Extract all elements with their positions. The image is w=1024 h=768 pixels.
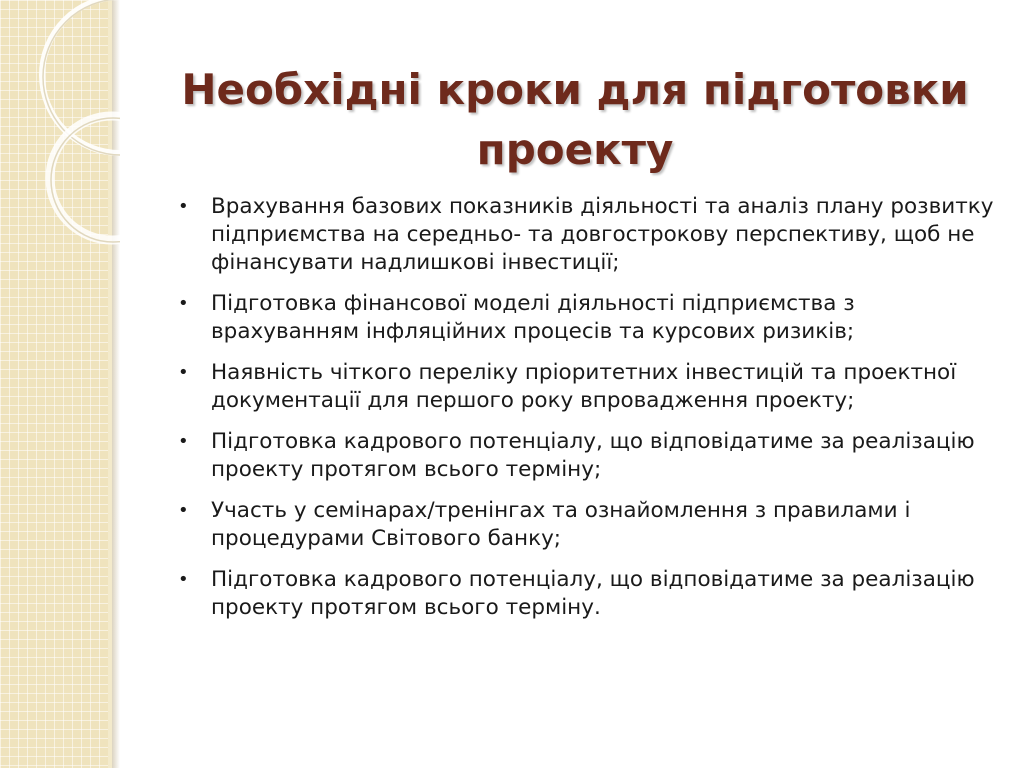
bullet-list bbox=[178, 193, 998, 635]
bullet-text: Участь у семінарах/тренінгах та ознайомлення з правилами і процедурами Світового банку; bbox=[211, 498, 911, 551]
decorative-ring-small bbox=[50, 116, 120, 240]
decorative-rings bbox=[0, 0, 120, 300]
bullet-text: Підготовка фінансової моделі діяльності підприємства з врахуванням інфляційних процесів та курсових ризиків; bbox=[211, 291, 855, 344]
bullet-text: Наявність чіткого переліку пріоритетних інвестицій та проектної документації для першого року впровадження проекту; bbox=[211, 360, 957, 413]
bullet-text: Підготовка кадрового потенціалу, що відповідатиме за реалізацію проекту протягом всього терміну. bbox=[211, 567, 975, 620]
bullet-item bbox=[178, 359, 998, 415]
bullet-item bbox=[178, 428, 998, 484]
decorative-ring-large-shadow bbox=[43, 0, 120, 155]
bullet-icon: • bbox=[178, 196, 189, 217]
bullet-item bbox=[178, 193, 998, 277]
bullet-icon: • bbox=[178, 293, 189, 314]
slide-title: Необхідні кроки для підготовки проекту bbox=[181, 65, 969, 175]
bullet-icon: • bbox=[178, 569, 189, 590]
bullet-icon: • bbox=[178, 431, 189, 452]
decorative-ring-large bbox=[42, 0, 120, 153]
bullet-text: Врахування базових показників діяльності та аналіз плану розвитку підприємства на середньо- та довгострокову перспективу, щоб не фінансувати надлишкові інвестиції; bbox=[211, 194, 994, 275]
bullet-item bbox=[178, 290, 998, 346]
bullet-icon: • bbox=[178, 362, 189, 383]
bullet-text: Підготовка кадрового потенціалу, що відповідатиме за реалізацію проекту протягом всього терміну; bbox=[211, 429, 975, 482]
bullet-item bbox=[178, 566, 998, 622]
bullet-item bbox=[178, 497, 998, 553]
bullet-icon: • bbox=[178, 500, 189, 521]
